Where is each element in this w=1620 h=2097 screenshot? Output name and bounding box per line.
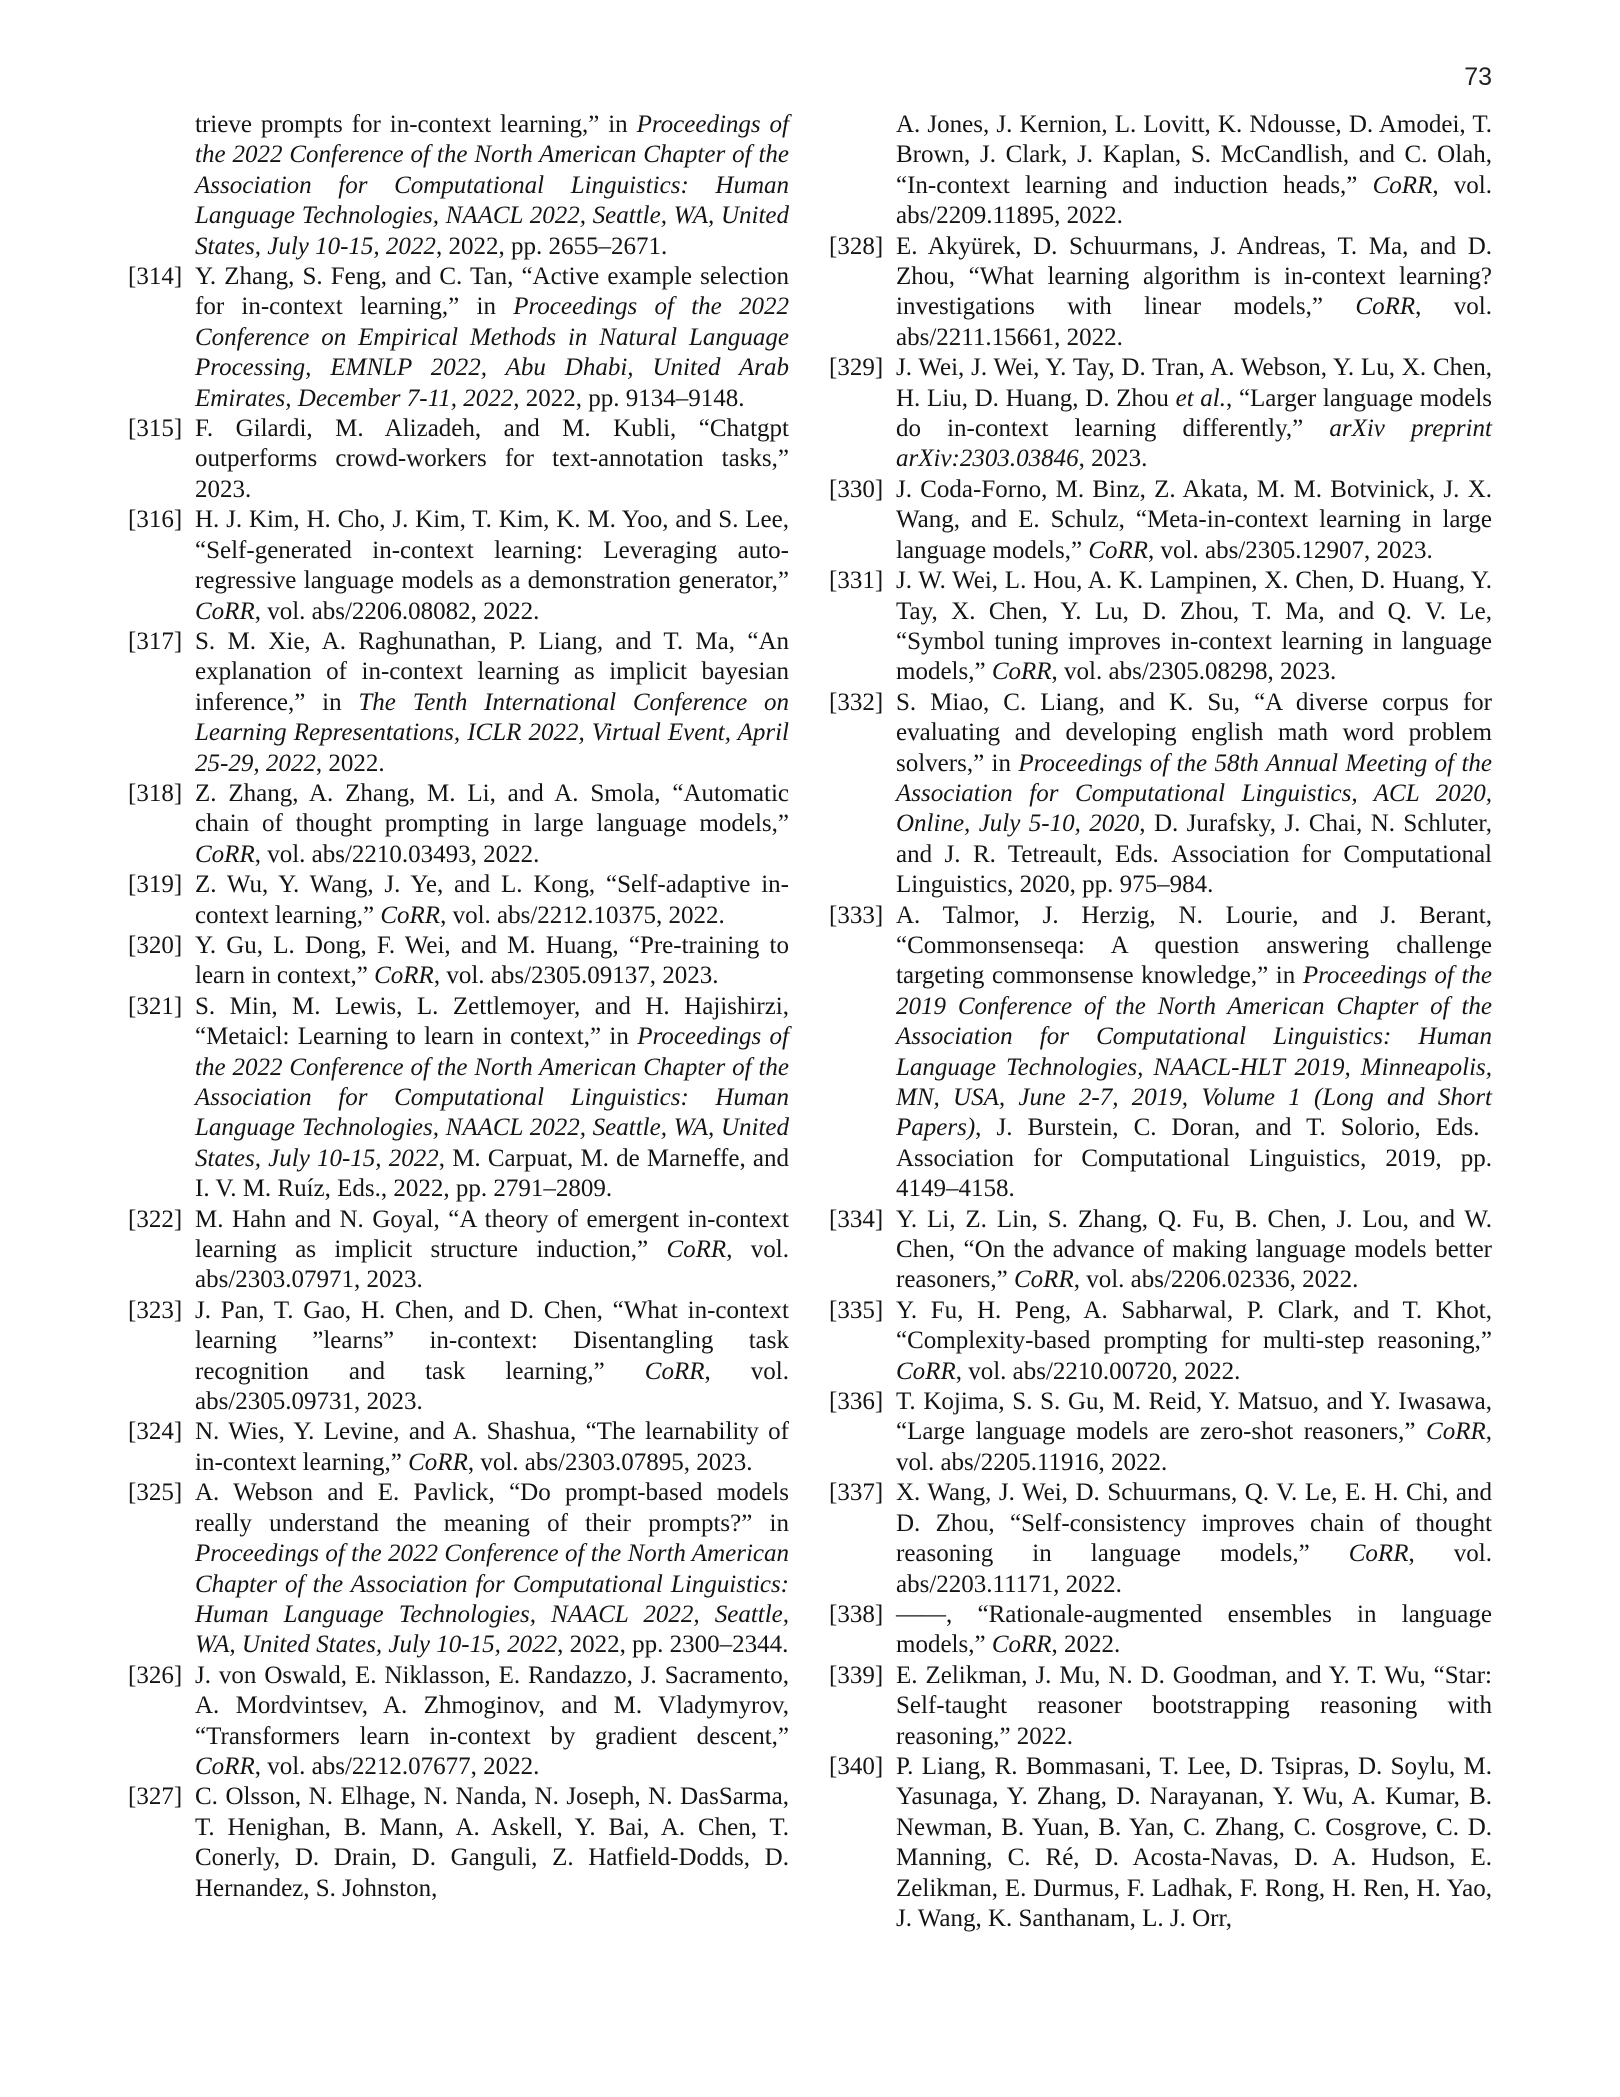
reference-label: [318] [128,779,183,807]
reference-text: CoRR [408,1448,468,1476]
reference-text: E. Akyürek, D. Schuurmans, J. Andreas, T. Ma, and D. Zhou, “What learning algorithm is in-context learning? investigations with linear models,” [896,232,1492,321]
reference-text: CoRR [991,1631,1052,1659]
reference-entry [829,1752,1492,1934]
reference-text: , vol. abs/2303.07971, 2023. [195,1236,789,1294]
reference-label: [323] [128,1296,183,1324]
reference-text: H. J. Kim, H. Cho, J. Kim, T. Kim, K. M. Yoo, and S. Lee, “Self-generated in-context learning: Leveraging auto-regressive language models as a demonstration generator,” [195,506,789,595]
reference-entry [128,1296,789,1418]
reference-label: [336] [829,1388,884,1416]
reference-entry [829,688,1492,901]
reference-entry [829,1296,1492,1387]
reference-text: , vol. abs/2210.00720, 2022. [955,1357,1241,1385]
reference-text: , vol. abs/2305.09137, 2023. [433,962,719,990]
reference-label: [322] [128,1205,183,1233]
reference-text: CoRR [1372,171,1433,199]
reference-label: [325] [128,1479,183,1507]
reference-entry [128,870,789,931]
reference-text: E. Zelikman, J. Mu, N. D. Goodman, and Y. T. Wu, “Star: Self-taught reasoner bootstrapping reasoning with reasoning,” 2022. [896,1661,1492,1750]
reference-entry [128,931,789,992]
reference-label: [327] [128,1783,183,1811]
reference-text: , D. Jurafsky, J. Chai, N. Schluter, and J. R. Tetreault, Eds. Association for Computational Linguistics, 2020, pp. 975–984. [896,810,1492,899]
reference-entry [829,901,1492,1205]
reference-text: C. Olsson, N. Elhage, N. Nanda, N. Joseph, N. DasSarma, T. Henighan, B. Mann, A. Askell, Y. Bai, A. Chen, T. Conerly, D. Drain, D. Ganguli, Z. Hatfield-Dodds, D. Hernandez, S. Johnston, [195,1783,789,1902]
reference-text: CoRR [896,1357,956,1385]
reference-label: [333] [829,901,884,929]
reference-text: A. Jones, J. Kernion, L. Lovitt, K. Ndousse, D. Amodei, T. Brown, J. Clark, J. Kaplan, S. McCandlish, and C. Olah, “In-context learning and induction heads,” [896,111,1492,199]
reference-text: T. Kojima, S. S. Gu, M. Reid, Y. Matsuo, and Y. Iwasawa, “Large language models are zero-shot reasoners,” [896,1388,1492,1446]
reference-entry [128,1205,789,1296]
reference-text: CoRR [644,1357,705,1385]
reference-label: [328] [829,232,884,260]
reference-text: CoRR [1348,1540,1409,1568]
reference-text: S. Miao, C. Liang, and K. Su, “A diverse corpus for evaluating and developing english math word problem solvers,” in [896,688,1492,777]
reference-entry [128,992,789,1205]
reference-text: The Tenth International Conference on Learning Representations, ICLR 2022, Virtual Event, April 25-29, 2022 [195,688,789,777]
reference-text: , vol. abs/2303.07895, 2023. [467,1448,753,1476]
reference-text: , vol. abs/2212.07677, 2022. [254,1752,540,1780]
reference-text: ——, “Rationale-augmented ensembles in language models,” [896,1600,1492,1659]
reference-text: P. Liang, R. Bommasani, T. Lee, D. Tsipras, D. Soylu, M. Yasunaga, Y. Zhang, D. Narayanan, Y. Wu, A. Kumar, B. Newman, B. Yuan, B. Yan, C. Zhang, C. Cosgrove, C. D. Manning, C. Ré, D. Acosta-Navas, D. A. Hudson, E. Zelikman, E. Durmus, F. Ladhak, F. Rong, H. Ren, H. Yao, J. Wang, K. Santhanam, L. J. Orr, [896,1752,1492,1932]
reference-entry [128,414,789,505]
reference-text: trieve prompts for in-context learning,” in [195,111,637,138]
reference-text: , 2022, pp. 2300–2344. [557,1631,789,1659]
reference-entry [829,1205,1492,1296]
page-number: 73 [1464,63,1492,91]
reference-text: CoRR [1355,293,1416,321]
reference-label: [321] [128,992,183,1020]
reference-text: Proceedings of the 2022 Conference of the North American Chapter of the Association for Computational Linguistics: Human Language Technologies, NAACL 2022, Seattle, WA, United States, July 10-15, 2022 [195,1540,789,1659]
reference-label: [324] [128,1418,183,1446]
reference-text: , “Larger language models do in-context learning differently,” [896,384,1492,443]
reference-text: N. Wies, Y. Levine, and A. Shashua, “The learnability of in-context learning,” [195,1418,789,1476]
reference-text: , 2023. [1078,445,1148,473]
reference-entry [829,475,1492,566]
reference-entry [128,505,789,627]
reference-label: [331] [829,567,884,595]
reference-entry [128,262,789,414]
reference-text: , 2022, pp. 2655–2671. [435,232,668,260]
reference-text: , vol. abs/2206.02336, 2022. [1073,1266,1359,1294]
reference-label: [329] [829,354,884,382]
reference-entry [128,627,789,779]
reference-text: J. W. Wei, L. Hou, A. K. Lampinen, X. Chen, D. Huang, Y. Tay, X. Chen, Y. Lu, D. Zhou, T. Ma, and Q. V. Le, “Symbol tuning improves in-context learning in language models,” [896,567,1492,686]
reference-label: [339] [829,1661,884,1689]
reference-text: CoRR [666,1236,727,1264]
reference-text: , vol. abs/2206.08082, 2022. [254,597,540,625]
reference-text: CoRR [1088,536,1149,564]
reference-entry [829,566,1492,688]
reference-text: M. Hahn and N. Goyal, “A theory of emergent in-context learning as implicit structure induction,” [195,1205,789,1264]
references-column-right [829,110,1492,1934]
reference-text: X. Wang, J. Wei, D. Schuurmans, Q. V. Le, E. H. Chi, and D. Zhou, “Self-consistency improves chain of thought reasoning in language models,” [896,1479,1492,1568]
reference-text: CoRR [374,962,434,990]
reference-text: Z. Wu, Y. Wang, J. Ye, and L. Kong, “Self-adaptive in-context learning,” [195,871,789,929]
reference-text: , 2022, pp. 9134–9148. [513,384,745,412]
reference-text: , vol. abs/2305.09731, 2023. [195,1357,789,1416]
reference-text: , vol. abs/2212.10375, 2022. [440,901,725,929]
reference-entry [128,1417,789,1478]
reference-text: J. von Oswald, E. Niklasson, E. Randazzo, J. Sacramento, A. Mordvintsev, A. Zhmoginov, and M. Vladymyrov, “Transformers learn in-context by gradient descent,” [195,1661,789,1750]
reference-label: [335] [829,1296,884,1324]
reference-text: , vol. abs/2305.08298, 2023. [1051,658,1337,686]
reference-label: [340] [829,1752,884,1780]
reference-label: [315] [128,415,183,443]
reference-text: Proceedings of the 58th Annual Meeting of the Association for Computational Linguistics, ACL 2020, Online, July 5-10, 2020 [896,749,1492,838]
reference-text: Y. Fu, H. Peng, A. Sabharwal, P. Clark, and T. Khot, “Complexity-based prompting for multi-step reasoning,” [896,1296,1492,1355]
reference-text: A. Talmor, J. Herzig, N. Lourie, and J. Berant, “Commonsenseqa: A question answering challenge targeting commonsense knowledge,” in [896,901,1492,990]
reference-label: [332] [829,688,884,716]
reference-label: [316] [128,506,183,534]
reference-text: CoRR [380,901,441,929]
reference-text: Proceedings of the 2022 Conference on Empirical Methods in Natural Language Processing, EMNLP 2022, Abu Dhabi, United Arab Emirates, December 7-11, 2022 [195,293,789,412]
reference-text: CoRR [1014,1266,1074,1294]
reference-text: CoRR [195,1752,255,1780]
reference-text: , vol. abs/2203.11171, 2022. [896,1540,1492,1598]
references-column-left [128,110,789,1904]
reference-text: arXiv preprint arXiv:2303.03846 [896,415,1492,473]
reference-text: Z. Zhang, A. Zhang, M. Li, and A. Smola, “Automatic chain of thought prompting in large language models,” [195,779,789,838]
reference-text: , vol. abs/2205.11916, 2022. [896,1418,1492,1476]
reference-text: CoRR [1426,1418,1486,1446]
reference-label: [320] [128,931,183,959]
reference-text: , vol. abs/2209.11895, 2022. [896,171,1492,230]
reference-entry [829,232,1492,354]
reference-text: , vol. abs/2210.03493, 2022. [254,840,540,868]
reference-entry [829,1600,1492,1661]
reference-text: Proceedings of the 2022 Conference of the North American Chapter of the Association for Computational Linguistics: Human Language Technologies, NAACL 2022, Seattle, WA, United States, July 10-15, 2022 [195,1023,789,1172]
reference-text: S. M. Xie, A. Raghunathan, P. Liang, and T. Ma, “An explanation of in-context learning as implicit bayesian inference,” in [195,627,789,716]
reference-text: , vol. abs/2305.12907, 2023. [1148,536,1433,564]
reference-text: , J. Burstein, C. Doran, and T. Solorio, Eds. Association for Computational Linguistics, 2019, pp. 4149–4158. [896,1114,1492,1203]
reference-text: CoRR [195,597,255,625]
reference-entry [829,110,1492,232]
reference-text: Y. Zhang, S. Feng, and C. Tan, “Active example selection for in-context learning,” in [195,263,789,321]
reference-label: [326] [128,1661,183,1689]
reference-entry [829,1661,1492,1752]
reference-text: F. Gilardi, M. Alizadeh, and M. Kubli, “Chatgpt outperforms crowd-workers for text-annotation tasks,” 2023. [195,415,789,503]
reference-entry [128,779,789,870]
reference-label: [319] [128,871,183,899]
reference-label: [338] [829,1600,884,1628]
reference-text: , vol. abs/2211.15661, 2022. [896,293,1492,351]
reference-label: [314] [128,263,183,291]
reference-text: , M. Carpuat, M. de Marneffe, and I. V. M. Ruíz, Eds., 2022, pp. 2791–2809. [195,1144,789,1203]
reference-label: [337] [829,1479,884,1507]
reference-text: J. Wei, J. Wei, Y. Tay, D. Tran, A. Webson, Y. Lu, X. Chen, H. Liu, D. Huang, D. Zhou [896,354,1492,412]
reference-entry [128,1478,789,1660]
reference-entry [829,353,1492,475]
reference-text: Proceedings of the 2019 Conference of the North American Chapter of the Association for Computational Linguistics: Human Language Technologies, NAACL-HLT 2019, Minneapolis, MN, USA, June 2-7, 2019, Volume 1 (Long and Short Papers) [896,962,1492,1142]
reference-text: CoRR [991,658,1052,686]
reference-text: CoRR [195,840,255,868]
reference-text: , 2022. [1051,1631,1121,1659]
reference-entry [829,1387,1492,1478]
reference-entry [128,110,789,262]
reference-entry [128,1661,789,1783]
reference-text: et al. [1175,384,1227,412]
reference-text: , 2022. [315,749,385,777]
reference-text: S. Min, M. Lewis, L. Zettlemoyer, and H. Hajishirzi, “Metaicl: Learning to learn in context,” in [195,992,789,1051]
reference-text: Y. Li, Z. Lin, S. Zhang, Q. Fu, B. Chen, J. Lou, and W. Chen, “On the advance of making language models better reasoners,” [896,1205,1492,1294]
reference-text: Y. Gu, L. Dong, F. Wei, and M. Huang, “Pre-training to learn in context,” [195,931,789,990]
reference-text: J. Pan, T. Gao, H. Chen, and D. Chen, “What in-context learning ”learns” in-context: Disentangling task recognition and task learning,” [195,1296,789,1385]
reference-text: A. Webson and E. Pavlick, “Do prompt-based models really understand the meaning of their prompts?” in [195,1479,789,1537]
reference-label: [334] [829,1205,884,1233]
reference-entry [829,1478,1492,1600]
reference-entry [128,1782,789,1904]
reference-text: J. Coda-Forno, M. Binz, Z. Akata, M. M. Botvinick, J. X. Wang, and E. Schulz, “Meta-in-context learning in large language models,” [896,475,1492,564]
reference-label: [317] [128,627,183,655]
reference-text: Proceedings of the 2022 Conference of the North American Chapter of the Association for Computational Linguistics: Human Language Technologies, NAACL 2022, Seattle, WA, United States, July 10-15, 2022 [195,111,789,260]
reference-label: [330] [829,475,884,503]
